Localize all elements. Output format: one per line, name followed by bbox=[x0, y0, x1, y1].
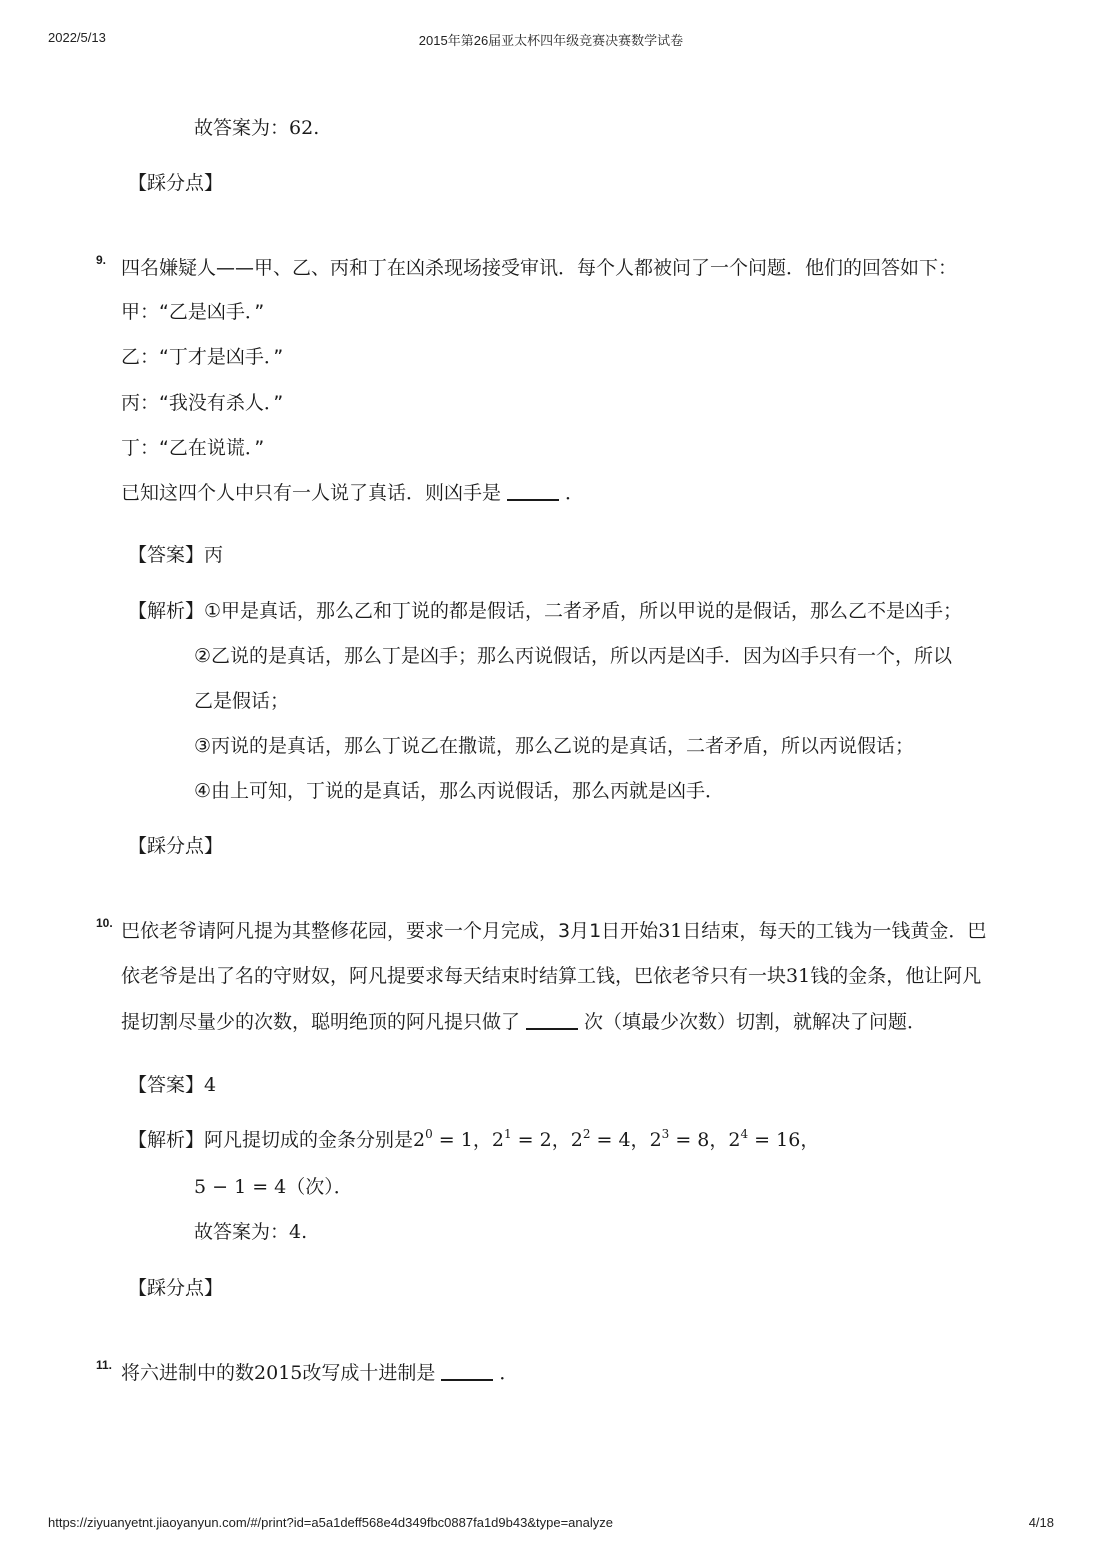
power-base: 2 bbox=[649, 1129, 662, 1151]
q9-answer-value: 丙 bbox=[204, 544, 224, 566]
q9-answer-blank bbox=[507, 499, 559, 501]
q9-statement-jia: 甲：“乙是凶手．” bbox=[121, 301, 265, 323]
power-term bbox=[728, 1129, 800, 1151]
q9-answer-line bbox=[128, 543, 223, 567]
prev-answer-line bbox=[194, 116, 319, 140]
power-base: 2 bbox=[728, 1129, 741, 1151]
document-title: 2015年第26届亚太杯四年级竞赛决赛数学试卷 bbox=[418, 33, 684, 48]
power-result: = 4 bbox=[590, 1129, 631, 1151]
q9-question-end: ． bbox=[565, 482, 585, 504]
power-separator: ， bbox=[630, 1129, 650, 1151]
q10-line2-b: 钱的金条，他让阿凡 bbox=[810, 965, 982, 987]
prev-points-label: 【踩分点】 bbox=[128, 172, 224, 194]
q9-analysis-line-3: 乙是假话； bbox=[194, 690, 290, 712]
q10-analysis-end: ， bbox=[800, 1129, 820, 1151]
q10-answer-blank bbox=[526, 1028, 578, 1030]
q9-question-text: 已知这四个人中只有一人说了真话．则凶手是 bbox=[121, 482, 502, 504]
q9-points-label: 【踩分点】 bbox=[128, 835, 224, 857]
prev-answer-label: 故答案为： bbox=[194, 117, 290, 139]
q10-final-value: 4 bbox=[289, 1221, 302, 1243]
q10-analysis-line-3 bbox=[194, 1220, 307, 1244]
power-separator: ， bbox=[472, 1129, 492, 1151]
q10-answer-label: 【答案】 bbox=[128, 1074, 205, 1096]
q11-answer-blank bbox=[441, 1379, 493, 1381]
print-date: 2022/5/13 bbox=[48, 30, 106, 45]
q10-analysis-text: 阿凡提切成的金条分别是 bbox=[204, 1129, 414, 1151]
power-result: = 8 bbox=[669, 1129, 710, 1151]
q10-line2-number: 31 bbox=[786, 965, 811, 987]
q10-line2-a: 依老爷是出了名的守财奴，阿凡提要求每天结束时结算工钱，巴依老爷只有一块 bbox=[121, 965, 787, 987]
page-number: 4/18 bbox=[1028, 1515, 1054, 1530]
q10-analysis-line-1 bbox=[128, 1128, 819, 1152]
q9-statement-ding: 丁：“乙在说谎．” bbox=[121, 437, 265, 459]
prev-answer-value: 62 bbox=[289, 117, 314, 139]
q10-line1-a: 巴依老爷请阿凡提为其整修花园，要求一个月完成，3月1日开始 bbox=[121, 920, 659, 942]
q9-analysis-line-5: ④由上可知，丁说的是真话，那么丙说假话，那么丙就是凶手． bbox=[194, 780, 725, 802]
power-term bbox=[492, 1129, 552, 1151]
power-term bbox=[413, 1129, 473, 1151]
power-result: = 16 bbox=[748, 1129, 801, 1151]
q10-points-label: 【踩分点】 bbox=[128, 1277, 224, 1299]
q10-stem-line-2 bbox=[121, 964, 981, 988]
power-exponent: 0 bbox=[425, 1127, 433, 1141]
q11-stem bbox=[121, 1361, 518, 1385]
q10-power-list bbox=[413, 1129, 800, 1151]
power-exponent: 4 bbox=[740, 1127, 749, 1141]
q9-question bbox=[121, 481, 584, 505]
q11-number-value: 2015 bbox=[254, 1362, 303, 1384]
q9-statement-bing: 丙：“我没有杀人．” bbox=[121, 392, 284, 414]
q9-answer-label: 【答案】 bbox=[128, 544, 205, 566]
power-base: 2 bbox=[491, 1129, 504, 1151]
q9-analysis-line-2: ②乙说的是真话，那么丁是凶手；那么丙说假话，所以丙是凶手．因为凶手只有一个，所以 bbox=[194, 645, 953, 667]
power-base: 2 bbox=[570, 1129, 583, 1151]
q11-stem-pre: 将六进制中的数 bbox=[121, 1362, 255, 1384]
q9-analysis-line-1 bbox=[128, 599, 962, 623]
page-url: https://ziyuanyetnt.jiaoyanyun.com/#/print?id=a5a1deff568e4d349fbc0887fa1d9b43&type=analyze bbox=[48, 1515, 613, 1530]
power-base: 2 bbox=[413, 1129, 426, 1151]
power-separator: ， bbox=[709, 1129, 729, 1151]
q10-number: 10. bbox=[96, 916, 113, 930]
q11-stem-mid: 改写成十进制是 bbox=[302, 1362, 436, 1384]
q10-stem-line-1 bbox=[121, 919, 986, 943]
power-exponent: 3 bbox=[661, 1127, 670, 1141]
q10-answer-line bbox=[128, 1073, 216, 1097]
q10-calc: 5 − 1 = 4 bbox=[194, 1176, 287, 1198]
q10-answer-value: 4 bbox=[204, 1074, 217, 1096]
q9-analysis-label: 【解析】 bbox=[128, 600, 205, 622]
power-result: = 2 bbox=[511, 1129, 552, 1151]
q10-analysis-line-2 bbox=[194, 1175, 353, 1199]
q9-stem: 四名嫌疑人——甲、乙、丙和丁在凶杀现场接受审讯．每个人都被问了一个问题．他们的回答如下： bbox=[121, 257, 958, 279]
power-exponent: 1 bbox=[503, 1127, 512, 1141]
q9-number: 9. bbox=[96, 253, 107, 267]
q10-final-label: 故答案为： bbox=[194, 1221, 290, 1243]
q10-stem-line-3 bbox=[121, 1010, 926, 1034]
q11-stem-end: ． bbox=[499, 1362, 519, 1384]
q10-line1-b: 日结束，每天的工钱为一钱黄金．巴 bbox=[682, 920, 987, 942]
q10-final-end: . bbox=[301, 1221, 308, 1243]
q10-line1-number: 31 bbox=[658, 920, 683, 942]
q10-analysis-label: 【解析】 bbox=[128, 1129, 205, 1151]
power-result: = 1 bbox=[432, 1129, 473, 1151]
power-exponent: 2 bbox=[582, 1127, 591, 1141]
power-term bbox=[650, 1129, 710, 1151]
q11-number: 11. bbox=[96, 1358, 113, 1372]
power-separator: ， bbox=[551, 1129, 571, 1151]
q10-line3-b: 次（填最少次数）切割，就解决了问题． bbox=[584, 1011, 927, 1033]
q10-line3-a: 提切割尽量少的次数，聪明绝顶的阿凡提只做了 bbox=[121, 1011, 521, 1033]
prev-answer-end: . bbox=[313, 117, 320, 139]
q9-analysis-line-4: ③丙说的是真话，那么丁说乙在撒谎，那么乙说的是真话，二者矛盾，所以丙说假话； bbox=[194, 735, 915, 757]
q9-analysis-text-1: ①甲是真话，那么乙和丁说的都是假话，二者矛盾，所以甲说的是假话，那么乙不是凶手； bbox=[204, 600, 963, 622]
power-term bbox=[571, 1129, 631, 1151]
q9-statement-yi: 乙：“丁才是凶手．” bbox=[121, 346, 284, 368]
q10-calc-unit: （次）． bbox=[286, 1176, 353, 1198]
